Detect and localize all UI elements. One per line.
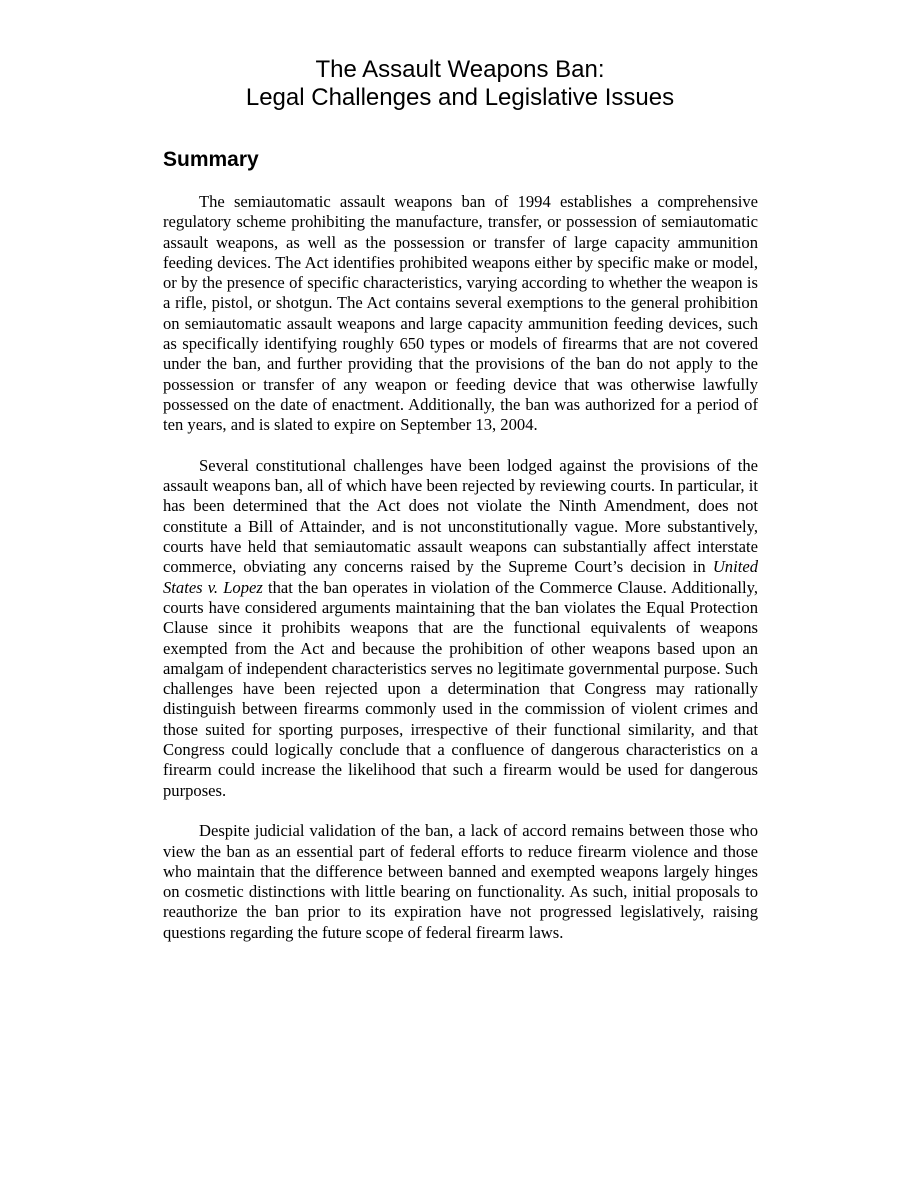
summary-paragraph-3: Despite judicial validation of the ban, a lack of accord remains between those who view the ban as an essential part of federal efforts to reduce firearm violence and those who maintain that the difference between banned and exempted weapons largely hinges on cosmetic distinctions with little bearing on functionality. As such, initial proposals to reauthorize the ban prior to its expiration have not progressed legislatively, raising questions regarding the future scope of federal firearm laws. bbox=[163, 821, 758, 942]
document-title bbox=[0, 56, 920, 112]
paragraph-2-text-after-case: that the ban operates in violation of the Commerce Clause. Additionally, courts have considered arguments maintaining that the ban violates the Equal Protection Clause since it prohibits weapons that are the functional equivalents of weapons exempted from the Act and because the prohibition of other weapons based upon an amalgam of independent characteristics serves no legitimate governmental purpose. Such challenges have been rejected upon a determination that Congress may rationally distinguish between firearms commonly used in the commission of violent crimes and those suited for sporting purposes, irrespective of their functional similarity, and that Congress could logically conclude that a confluence of dangerous characteristics on a firearm could increase the likelihood that such a firearm would be used for dangerous purposes. bbox=[163, 577, 758, 800]
title-line-1: The Assault Weapons Ban: bbox=[315, 56, 605, 83]
paragraph-2-text-before-case: Several constitutional challenges have been lodged against the provisions of the assault weapons ban, all of which have been rejected by reviewing courts. In particular, it has been determined that the Act does not violate the Ninth Amendment, does not constitute a Bill of Attainder, and is not unconstitutionally vague. More substantively, courts have held that semiautomatic assault weapons can substantially affect interstate commerce, obviating any concerns raised by the Supreme Court’s decision in bbox=[163, 455, 758, 577]
summary-body bbox=[163, 192, 758, 963]
summary-paragraph-2 bbox=[163, 456, 758, 801]
summary-paragraph-1: The semiautomatic assault weapons ban of 1994 establishes a comprehensive regulatory scheme prohibiting the manufacture, transfer, or possession of semiautomatic assault weapons, as well as the possession or transfer of large capacity ammunition feeding devices. The Act identifies prohibited weapons either by specific make or model, or by the presence of specific characteristics, varying according to whether the weapon is a rifle, pistol, or shotgun. The Act contains several exemptions to the general prohibition on semiautomatic assault weapons and large capacity ammunition feeding devices, such as specifically identifying roughly 650 types or models of firearms that are not covered under the ban, and further providing that the provisions of the ban do not apply to the possession or transfer of any weapon or feeding device that was otherwise lawfully possessed on the date of enactment. Additionally, the ban was authorized for a period of ten years, and is slated to expire on September 13, 2004. bbox=[163, 192, 758, 435]
title-line-2: Legal Challenges and Legislative Issues bbox=[245, 84, 675, 111]
case-name-citation: United States v. Lopez bbox=[163, 557, 758, 597]
summary-heading: Summary bbox=[163, 148, 259, 171]
